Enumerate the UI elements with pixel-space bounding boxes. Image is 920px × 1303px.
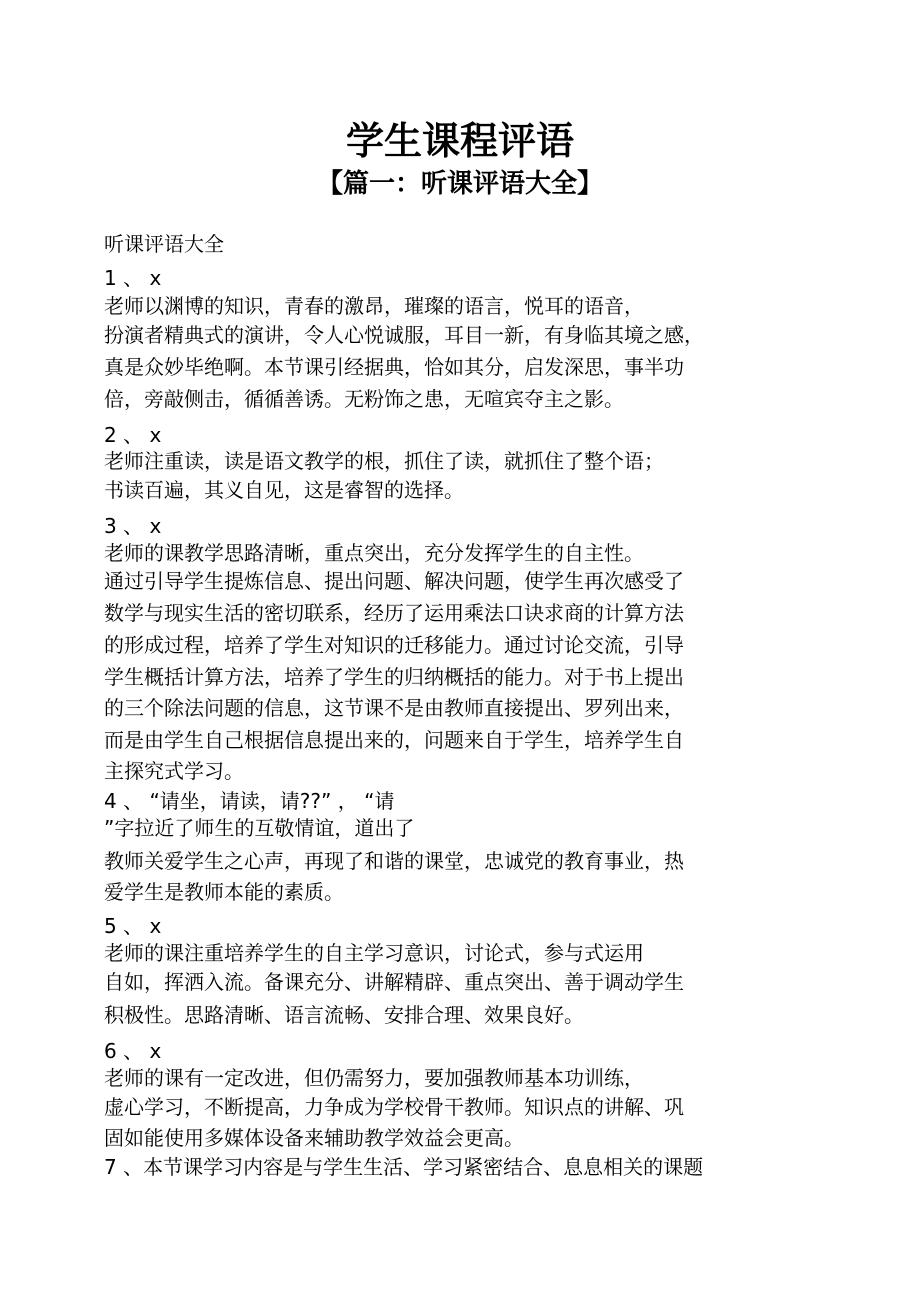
body-line: 书读百遍，其义自见，这是睿智的选择。 bbox=[104, 478, 464, 502]
body-line: 老师注重读，读是语文教学的根，抓住了读，就抓住了整个语； bbox=[104, 449, 664, 473]
body-line: 倍，旁敲侧击，循循善诱。无粉饰之患，无喧宾夺主之影。 bbox=[104, 387, 624, 411]
body-line: 学生概括计算方法，培养了学生的归纳概括的能力。对于书上提出 bbox=[104, 665, 684, 689]
body-line: 数学与现实生活的密切联系，经历了运用乘法口诀求商的计算方法 bbox=[104, 601, 684, 625]
body-line: ”字拉近了师生的互敬情谊，道出了 bbox=[104, 816, 415, 840]
item-number: 4 、 “请坐，请读，请??” ， “请 bbox=[104, 789, 395, 813]
body-line: 虚心学习，不断提高，力争成为学校骨干教师。知识点的讲解、巩 bbox=[104, 1095, 684, 1119]
body-line: 的三个除法问题的信息，这节课不是由教师直接提出、罗列出来， bbox=[104, 696, 684, 720]
item-number: 1 、 x bbox=[104, 266, 162, 290]
body-line: 扮演者精典式的演讲，令人心悦诚服，耳目一新，有身临其境之感， bbox=[104, 323, 704, 347]
body-line: 自如，挥洒入流。备课充分、讲解精辟、重点突出、善于调动学生 bbox=[104, 970, 684, 994]
body-line: 7 、本节课学习内容是与学生生活、学习紧密结合、息息相关的课题 bbox=[104, 1155, 704, 1179]
body-line: 老师的课教学思路清晰，重点突出，充分发挥学生的自主性。 bbox=[104, 541, 644, 565]
item-number: 5 、 x bbox=[104, 914, 162, 938]
item-number: 2 、 x bbox=[104, 423, 162, 447]
body-line: 老师的课有一定改进，但仍需努力，要加强教师基本功训练， bbox=[104, 1066, 644, 1090]
body-line: 爱学生是教师本能的素质。 bbox=[104, 880, 344, 904]
item-number: 3 、 x bbox=[104, 514, 162, 538]
body-line: 积极性。思路清晰、语言流畅、安排合理、效果良好。 bbox=[104, 1003, 584, 1027]
body-line: 老师的课注重培养学生的自主学习意识，讨论式，参与式运用 bbox=[104, 941, 644, 965]
body-line: 的形成过程，培养了学生对知识的迁移能力。通过讨论交流，引导 bbox=[104, 633, 684, 657]
body-line: 主探究式学习。 bbox=[104, 759, 244, 783]
section-heading: 听课评语大全 bbox=[104, 232, 224, 256]
body-line: 固如能使用多媒体设备来辅助教学效益会更高。 bbox=[104, 1126, 524, 1150]
body-line: 通过引导学生提炼信息、提出问题、解决问题，使学生再次感受了 bbox=[104, 569, 684, 593]
document-title: 学生课程评语 bbox=[345, 119, 574, 163]
body-line: 老师以渊博的知识，青春的激昂，璀璨的语言，悦耳的语音， bbox=[104, 294, 644, 318]
item-number: 6 、 x bbox=[104, 1039, 162, 1063]
body-line: 真是众妙毕绝啊。本节课引经据典，恰如其分，启发深思，事半功 bbox=[104, 355, 684, 379]
body-line: 而是由学生自己根据信息提出来的，问题来自于学生，培养学生自 bbox=[104, 728, 684, 752]
document-subtitle: 【篇一：听课评语大全】 bbox=[316, 169, 603, 199]
body-line: 教师关爱学生之心声，再现了和谐的课堂，忠诚党的教育事业，热 bbox=[104, 849, 684, 873]
